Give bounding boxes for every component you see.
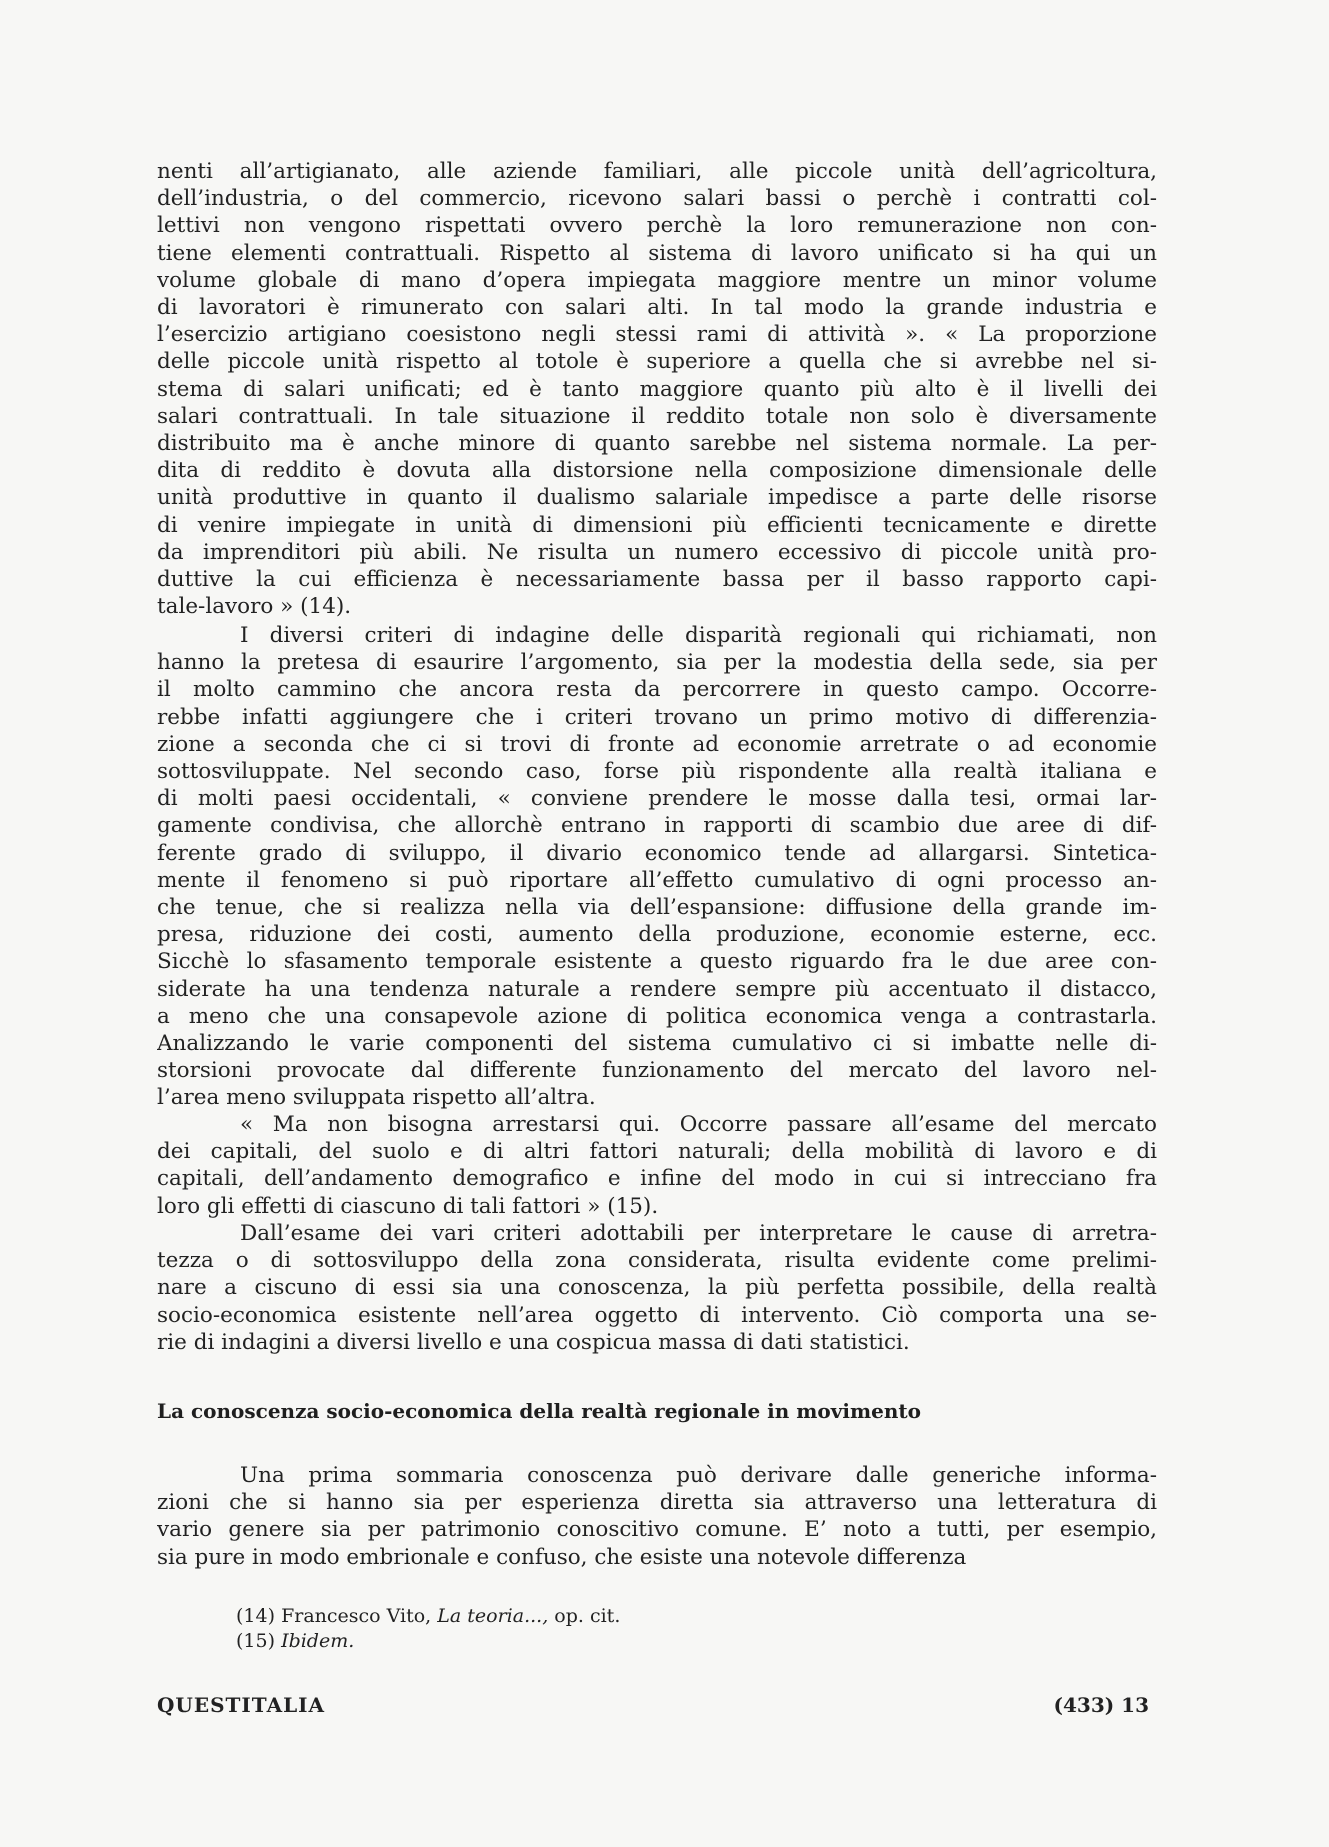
text-line: lettivi non vengono rispettati ovvero perchè la loro remunerazione non con-	[157, 213, 1157, 239]
text-line: di molti paesi occidentali, « conviene prendere le mosse dalla tesi, ormai lar-	[157, 786, 1157, 812]
journal-name: QUESTITALIA	[157, 1693, 326, 1717]
text-line: siderate ha una tendenza naturale a rendere sempre più accentuato il distacco,	[157, 976, 1157, 1002]
text-line: l’esercizio artigiano coesistono negli stessi rami di attività ». « La proporzione	[157, 322, 1157, 348]
text-line: I diversi criteri di indagine delle disparità regionali qui richiamati, non	[240, 623, 1157, 648]
text-line: duttive la cui efficienza è necessariamente bassa per il basso rapporto capi-	[157, 567, 1157, 593]
text-line: socio-economica esistente nell’area oggetto di intervento. Ciò comporta una se-	[157, 1302, 1157, 1328]
text-line: nare a ciscuno di essi sia una conoscenza, la più perfetta possibile, della realtà	[157, 1275, 1157, 1301]
page-number: (433) 13	[1053, 1693, 1149, 1717]
paragraph-prima-conoscenza	[157, 1462, 1157, 1571]
text-line: hanno la pretesa di esaurire l’argomento, sia per la modestia della sede, sia per	[157, 650, 1157, 676]
footnote-title: La teoria...,	[437, 1605, 549, 1627]
section-heading: La conoscenza socio-economica della realtà regionale in movimento	[157, 1399, 921, 1423]
text-line: a meno che una consapevole azione di politica economica venga a contrastarla.	[157, 1003, 1157, 1029]
text-line: che tenue, che si realizza nella via dell’espansione: diffusione della grande im-	[157, 895, 1157, 921]
text-line: salari contrattuali. In tale situazione il reddito totale non solo è diversamente	[157, 403, 1157, 429]
footnote-number: (14)	[236, 1605, 276, 1627]
text-line: delle piccole unità rispetto al totole è superiore a quella che si avrebbe nel si-	[157, 349, 1157, 375]
text-line: zioni che si hanno sia per esperienza diretta sia attraverso una letteratura di	[157, 1490, 1157, 1516]
text-line: ferente grado di sviluppo, il divario economico tende ad allargarsi. Sinteticа-	[157, 840, 1157, 866]
text-line: tale-lavoro » (14).	[157, 594, 352, 620]
text-line: volume globale di mano d’opera impiegata maggiore mentre un minor volume	[157, 267, 1157, 293]
text-line: tezza o di sottosviluppo della zona considerata, risulta evidente come prelimi-	[157, 1248, 1157, 1274]
text-line: presa, riduzione dei costi, aumento della produzione, economie esterne, ecc.	[157, 922, 1157, 948]
paragraph-mercato-capitali	[157, 1111, 1157, 1220]
text-line: loro gli effetti di ciascuno di tali fattori » (15).	[157, 1193, 659, 1219]
text-line: storsioni provocate dal differente funzionamento del mercato del lavoro nel-	[157, 1058, 1157, 1084]
footnote-number: (15)	[236, 1630, 276, 1652]
text-line: « Ma non bisogna arrestarsi qui. Occorre passare all’esame del mercato	[240, 1112, 1157, 1137]
text-line: gamente condivisa, che allorchè entrano in rapporti di scambio due aree di dif-	[157, 813, 1157, 839]
text-line: Analizzando le varie componenti del sistema cumulativo ci si imbatte nelle di-	[157, 1031, 1157, 1057]
text-line: rebbe infatti aggiungere che i criteri trovano un primo motivo di differenzia-	[157, 704, 1157, 730]
text-line: da imprenditori più abili. Ne risulta un numero eccessivo di piccole unità pro-	[157, 539, 1157, 565]
text-line: distribuito ma è anche minore di quanto sarebbe nel sistema normale. La per-	[157, 431, 1157, 457]
text-line: dita di reddito è dovuta alla distorsione nella composizione dimensionale delle	[157, 458, 1157, 484]
text-line: vario genere sia per patrimonio conoscitivo comune. E’ noto a tutti, per esempio,	[157, 1517, 1157, 1543]
text-line: Sicchè lo sfasamento temporale esistente a questo riguardo fra le due aree con-	[157, 949, 1157, 975]
footnote-14	[236, 1604, 620, 1629]
footnote-ref: op. cit.	[554, 1605, 621, 1627]
text-line: capitali, dell’andamento demografico e infine del modo in cui si intrecciano fra	[157, 1166, 1157, 1192]
text-line: Dall’esame dei vari criteri adottabili per interpretare le cause di arretra-	[240, 1221, 1157, 1246]
text-line: rie di indagini a diversi livello e una cospicua massa di dati statistici.	[157, 1329, 910, 1355]
footnote-author: Francesco Vito,	[281, 1605, 432, 1627]
text-line: l’area meno sviluppata rispetto all’altra.	[157, 1085, 596, 1111]
text-line: unità produttive in quanto il dualismo salariale impedisce a parte delle risorse	[157, 485, 1157, 511]
text-line: dell’industria, o del commercio, ricevono salari bassi o perchè i contratti col-	[157, 186, 1157, 212]
footnote-title: Ibidem.	[281, 1630, 355, 1652]
text-line: il molto cammino che ancora resta da percorrere in questo campo. Occorre-	[157, 677, 1157, 703]
text-line: tiene elementi contrattuali. Rispetto al sistema di lavoro unificato si ha qui un	[157, 240, 1157, 266]
paragraph-continuation	[157, 158, 1157, 620]
text-line: sia pure in modo embrionale e confuso, che esiste una notevole differenza	[157, 1544, 967, 1570]
text-line: di venire impiegate in unità di dimensioni più efficienti tecnicamente e dirette	[157, 512, 1157, 538]
text-line: dei capitali, del suolo e di altri fattori naturali; della mobilità di lavoro e di	[157, 1139, 1157, 1165]
text-line: nenti all’artigianato, alle aziende familiari, alle piccole unità dell’agricoltura,	[157, 159, 1157, 184]
paragraph-esame-criteri	[157, 1220, 1157, 1356]
text-line: zione a seconda che ci si trovi di fronte ad economie arretrate o ad economie	[157, 731, 1157, 757]
text-line: mente il fenomeno si può riportare all’effetto cumulativo di ogni processo an-	[157, 867, 1157, 893]
footnotes	[236, 1604, 620, 1654]
footnote-15	[236, 1629, 620, 1654]
paragraph-disparita-criteri	[157, 622, 1157, 1112]
text-line: sottosviluppate. Nel secondo caso, forse più rispondente alla realtà italiana e	[157, 759, 1157, 785]
text-line: di lavoratori è rimunerato con salari alti. In tal modo la grande industria e	[157, 295, 1157, 321]
text-line: stema di salari unificati; ed è tanto maggiore quanto più alto è il livelli dei	[157, 376, 1157, 402]
text-line: Una prima sommaria conoscenza può derivare dalle generiche informa-	[240, 1463, 1157, 1488]
